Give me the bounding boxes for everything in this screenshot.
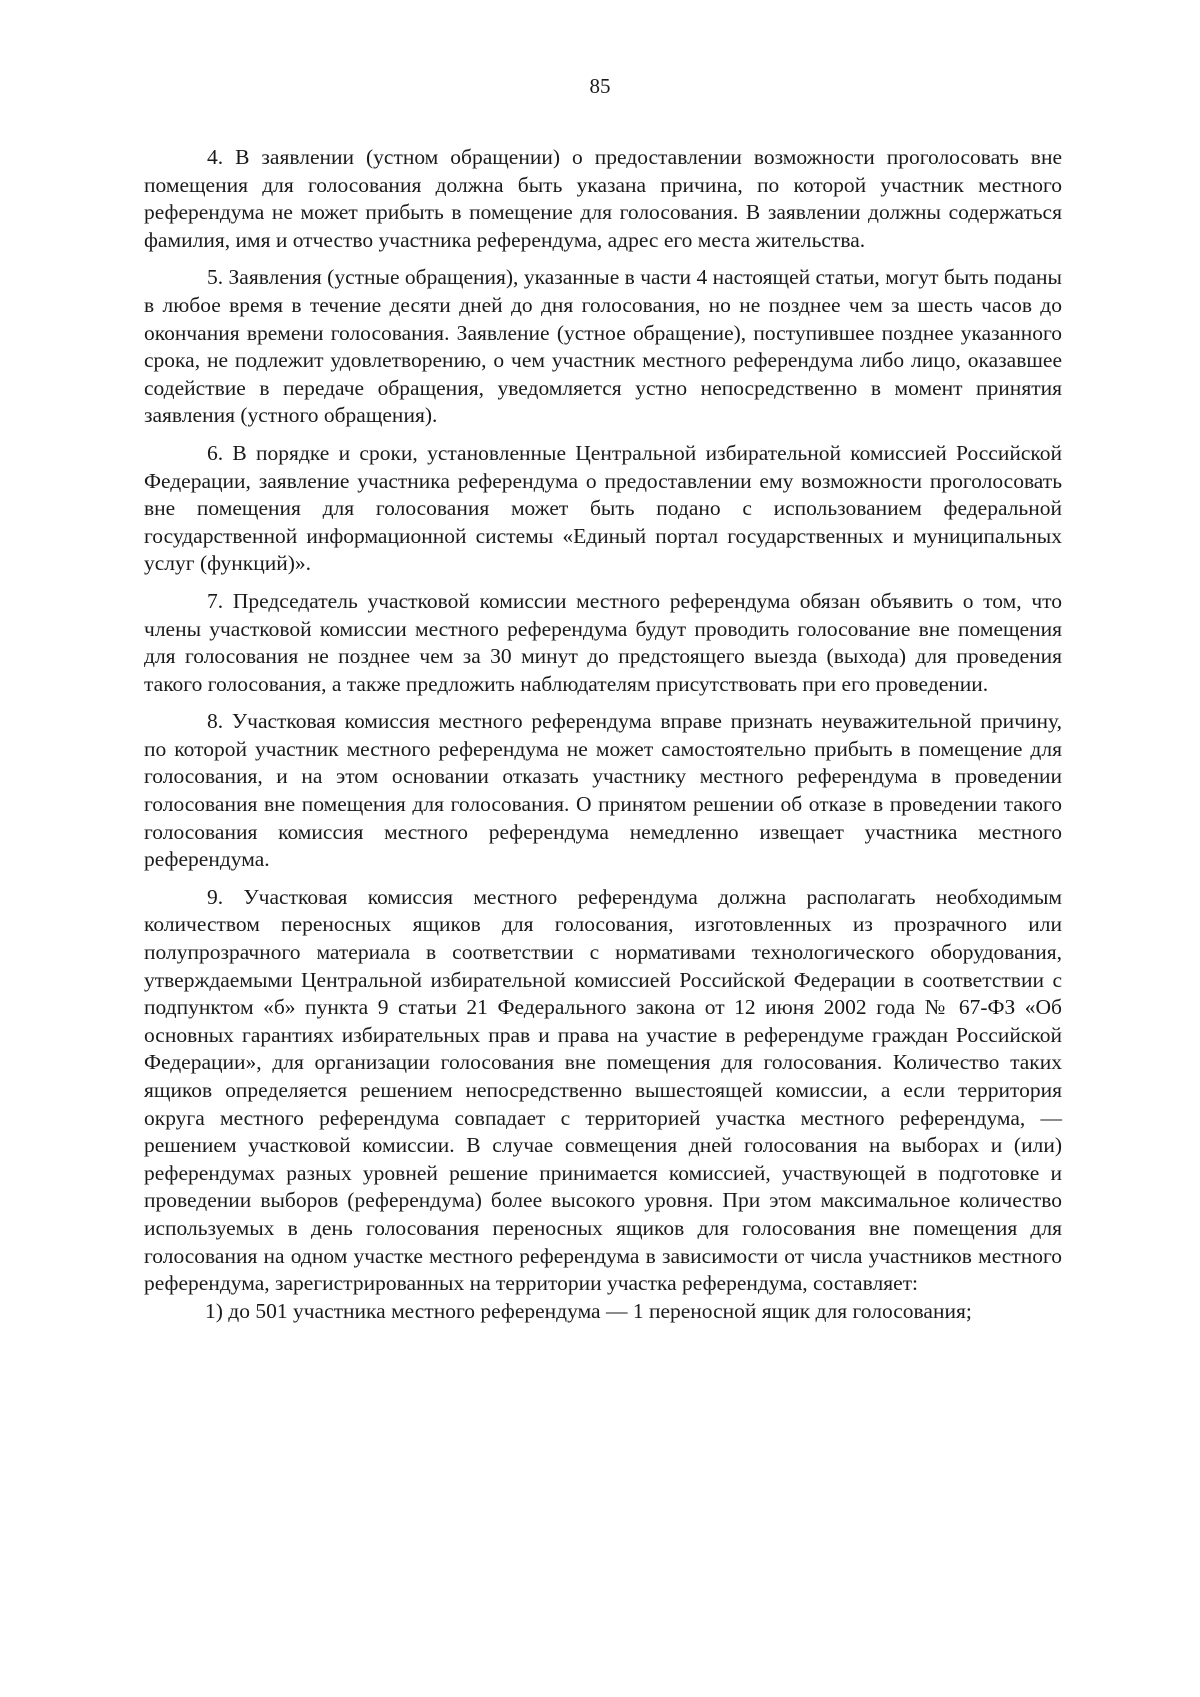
paragraph-9: 9. Участковая комиссия местного референдума должна располагать необходимым количеством переносных ящиков для голосования, изготовленных из прозрачного или полупрозрачного материала в соответствии с нормативами технологического оборудования, утверждаемыми Центральной избирательной комиссией Российской Федерации в соответствии с подпунктом «б» пункта 9 статьи 21 Федерального закона от 12 июня 2002 года № 67-ФЗ «Об основных гарантиях избирательных прав и права на участие в референдуме граждан Российской Федерации», для организации голосования вне помещения для голосования. Количество таких ящиков определяется решением непосредственно вышестоящей комиссии, а если территория округа местного референдума совпадает с территорией участка местного референдума, — решением участковой комиссии. В случае совмещения дней голосования на выборах и (или) референдумах разных уровней решение принимается комиссией, участвующей в подготовке и проведении выборов (референдума) более высокого уровня. При этом максимальное количество используемых в день голосования переносных ящиков для голосования вне помещения для голосования на одном участке местного референдума в зависимости от числа участников местного референдума, зарегистрированных на территории участка референдума, составляет: [144,884,1062,1296]
paragraph-4: 4. В заявлении (устном обращении) о предоставлении возможности проголосовать вне помещения для голосования должна быть указана причина, по которой участник местного референдума не может прибыть в помещение для голосования. В заявлении должны содержаться фамилия, имя и отчество участника референдума, адрес его места жительства. [144,145,1062,252]
paragraph-5: 5. Заявления (устные обращения), указанные в части 4 настоящей статьи, могут быть поданы в любое время в течение десяти дней до дня голосования, но не позднее чем за шесть часов до окончания времени голосования. Заявление (устное обращение), поступившее позднее указанного срока, не подлежит удовлетворению, о чем участник местного референдума либо лицо, оказавшее содействие в передаче обращения, уведомляется устно непосредственно в момент принятия заявления (устного обращения). [144,265,1062,428]
document-body [144,144,1062,1325]
paragraph-8: 8. Участковая комиссия местного референдума вправе признать неуважительной причину, по которой участник местного референдума не может самостоятельно прибыть в помещение для голосования, и на этом основании отказать участнику местного референдума в проведении голосования вне помещения для голосования. О принятом решении об отказе в проведении такого голосования комиссия местного референдума немедленно извещает участника местного референдума. [144,709,1062,872]
paragraph-6: 6. В порядке и сроки, установленные Центральной избирательной комиссией Российской Федерации, заявление участника референдума о предоставлении ему возможности проголосовать вне помещения для голосования может быть подано с использованием федеральной государственной информационной системы «Единый портал государственных и муниципальных услуг (функций)». [144,440,1062,576]
page-number: 85 [589,74,611,98]
list-item-1: 1) до 501 участника местного референдума — 1 переносной ящик для голосования; [205,1298,972,1323]
paragraph-7: 7. Председатель участковой комиссии местного референдума обязан объявить о том, что члены участковой комиссии местного референдума будут проводить голосование вне помещения для голосования не позднее чем за 30 минут до предстоящего выезда (выхода) для проведения такого голосования, а также предложить наблюдателям присутствовать при его проведении. [144,588,1062,696]
